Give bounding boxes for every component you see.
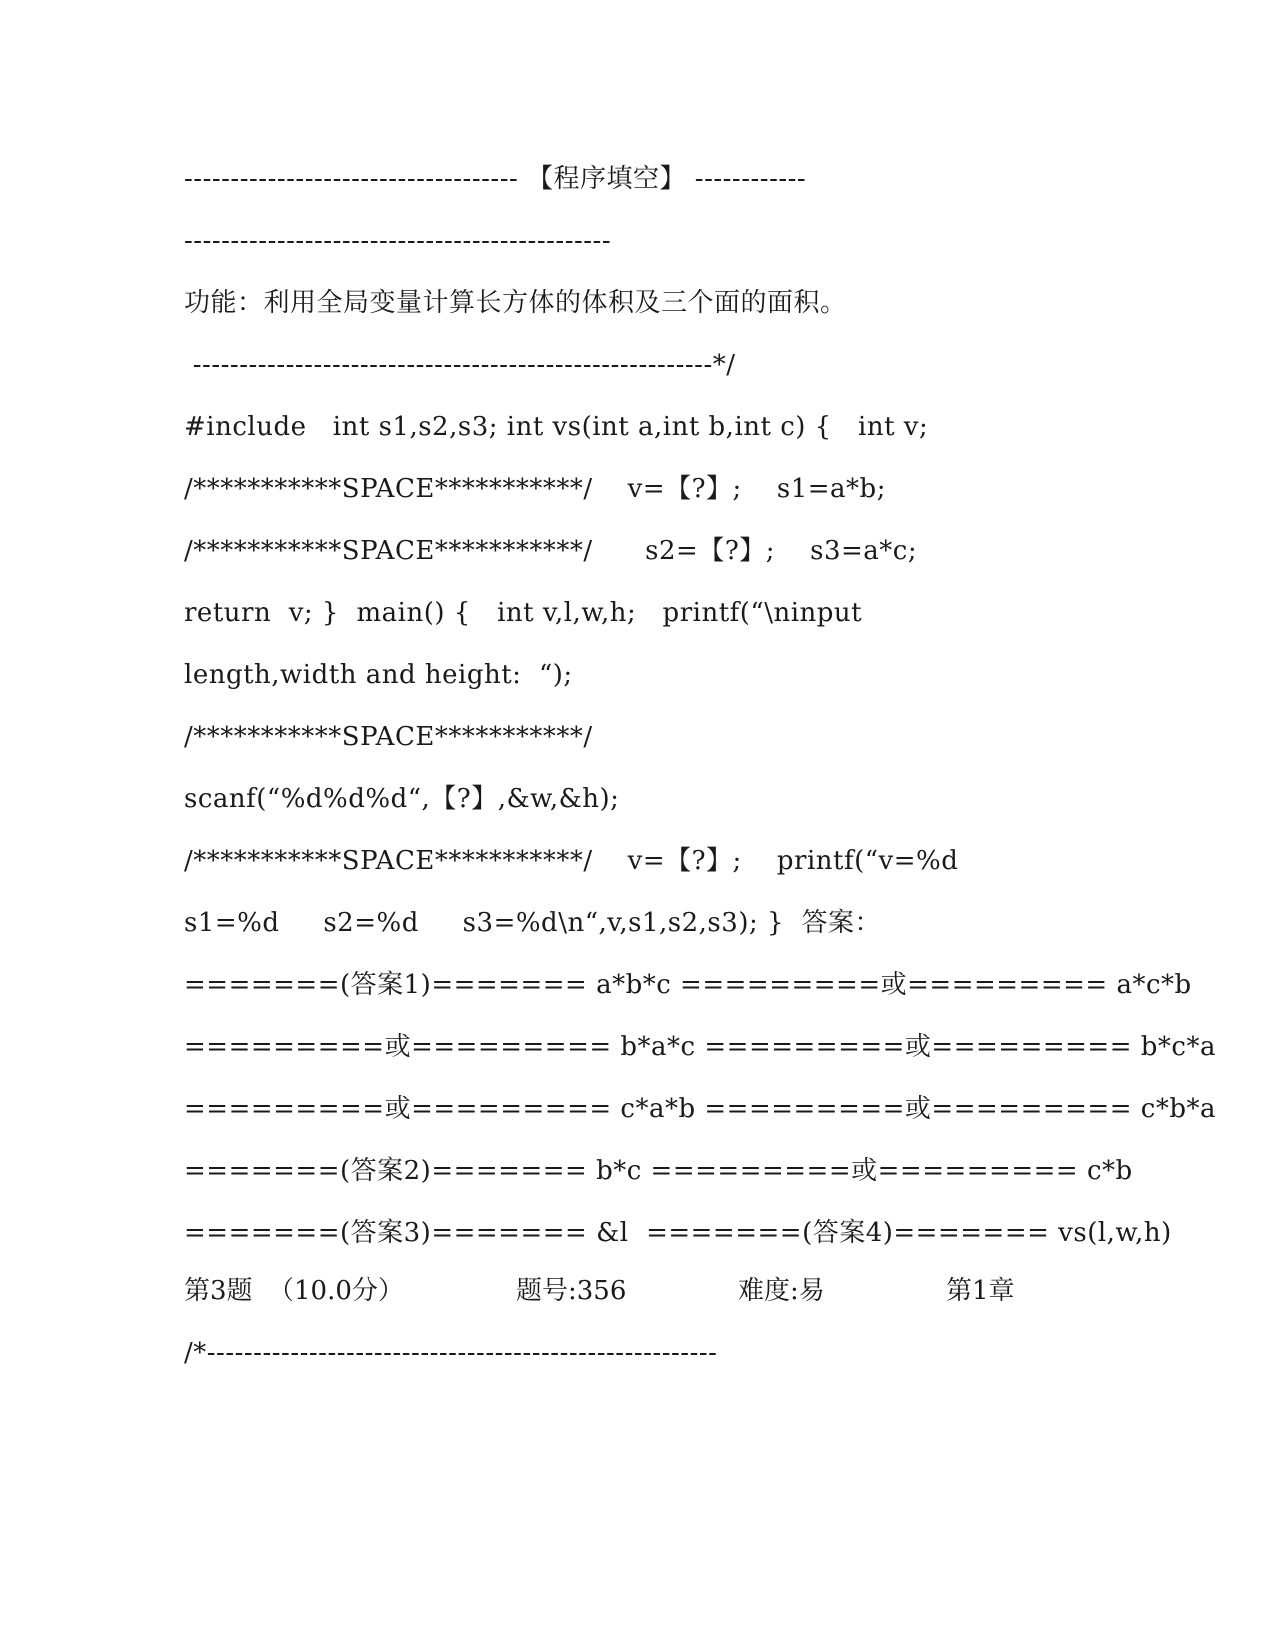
question-score: （10.0分） bbox=[268, 1276, 404, 1306]
question-id: 题号:356 bbox=[516, 1276, 627, 1306]
answer-line: =======(答案1)======= a*b*c =========或========= a*c*b bbox=[184, 970, 1192, 1000]
code-line: return v; } main() { int v,l,w,h; printf(“\ninput bbox=[184, 598, 863, 628]
answer-line: =======(答案3)======= &l =======(答案4)======= vs(l,w,h) bbox=[184, 1218, 1172, 1248]
code-line: /***********SPACE***********/ bbox=[184, 722, 593, 752]
code-line: #include int s1,s2,s3; int vs(int a,int b,int c) { int v; bbox=[184, 412, 929, 442]
answer-line: =========或========= c*a*b =========或========= c*b*a bbox=[184, 1094, 1216, 1124]
answer-line: =========或========= b*a*c =========或========= b*c*a bbox=[184, 1032, 1216, 1062]
comment-start-divider: /*------------------------------------------------------- bbox=[184, 1338, 718, 1368]
question-chapter: 第1章 bbox=[946, 1276, 1015, 1306]
code-line: /***********SPACE***********/ v=【?】; s1=a*b; bbox=[184, 474, 886, 504]
question-info-row bbox=[184, 1275, 1084, 1307]
code-line: /***********SPACE***********/ v=【?】; printf(“v=%d bbox=[184, 846, 959, 876]
answer-line: =======(答案2)======= b*c =========或========= c*b bbox=[184, 1156, 1133, 1186]
code-line: length,width and height: “); bbox=[184, 660, 573, 690]
code-line: s1=%d s2=%d s3=%d\n“,v,s1,s2,s3); } 答案： bbox=[184, 908, 882, 938]
question-difficulty: 难度:易 bbox=[738, 1276, 825, 1306]
code-line: scanf(“%d%d%d“,【?】,&w,&h); bbox=[184, 784, 620, 814]
code-line: /***********SPACE***********/ s2=【?】; s3=a*c; bbox=[184, 536, 918, 566]
function-description: 功能：利用全局变量计算长方体的体积及三个面的面积。 bbox=[184, 288, 847, 318]
header-divider: ------------------------------------ 【程序填空】 ------------ bbox=[184, 164, 807, 194]
divider-line: ---------------------------------------------- bbox=[184, 226, 612, 256]
question-number: 第3题 bbox=[184, 1276, 253, 1306]
comment-end-divider: --------------------------------------------------------*/ bbox=[184, 350, 736, 380]
